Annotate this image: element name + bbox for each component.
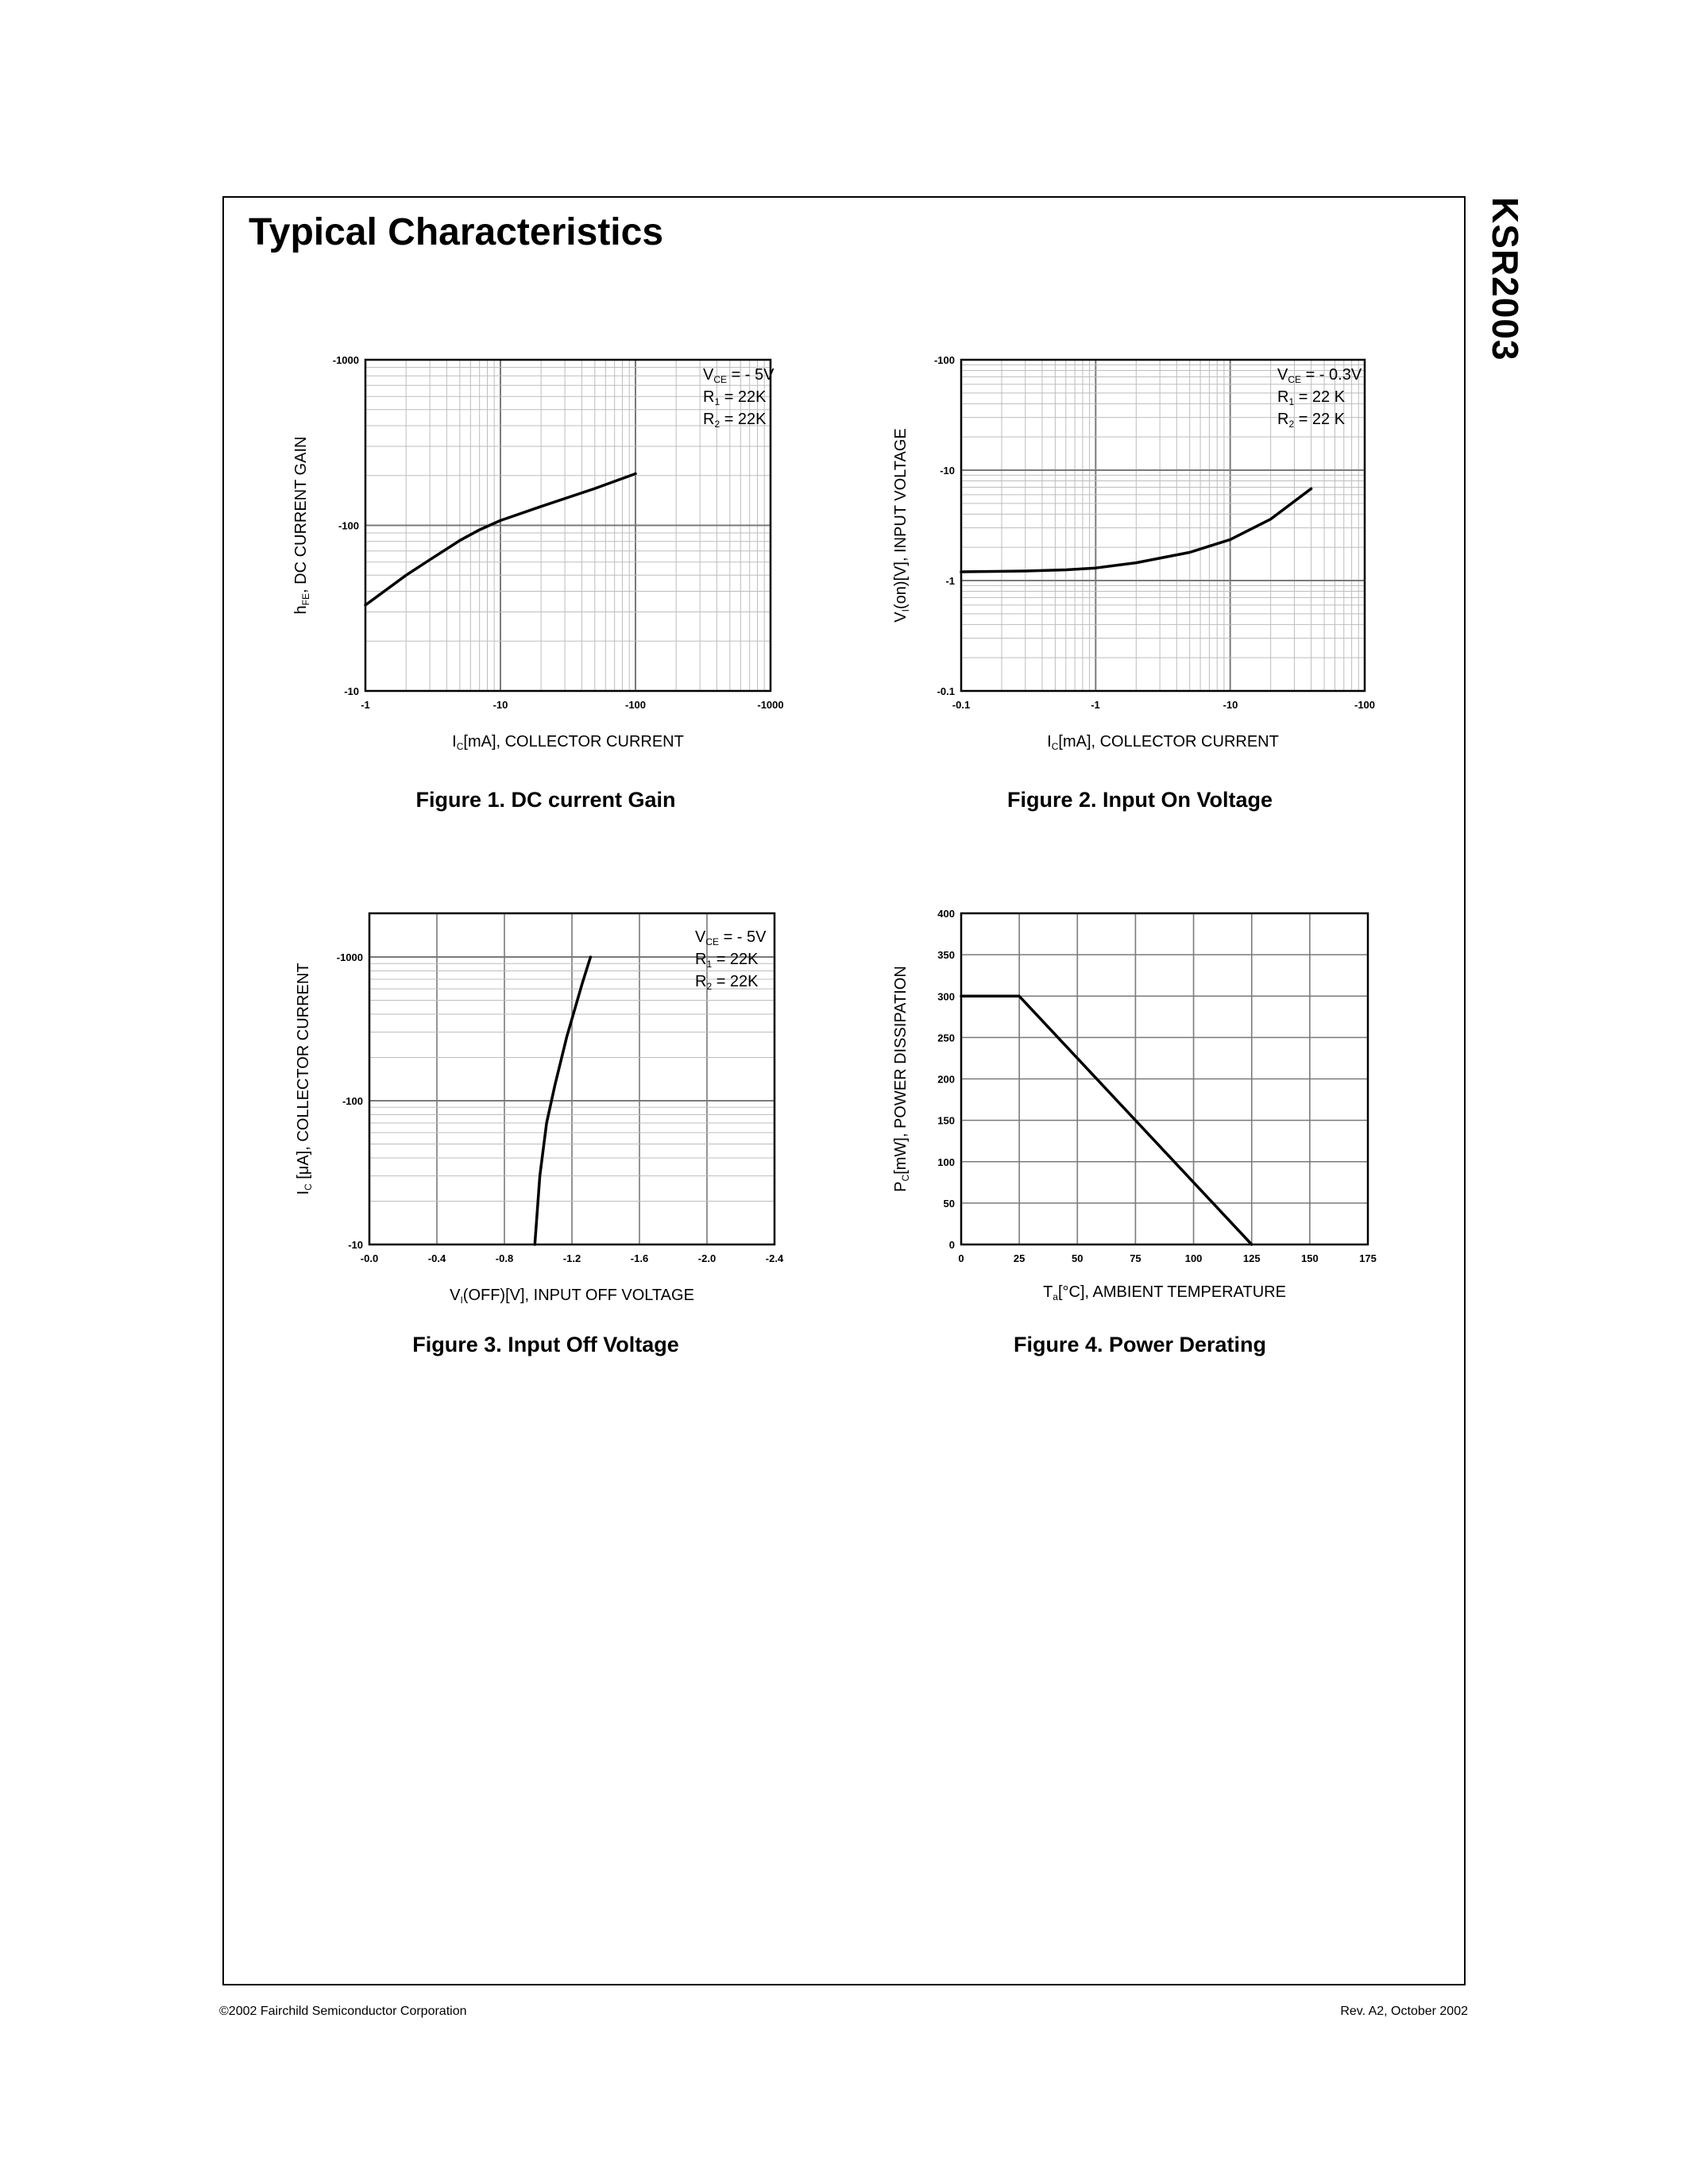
y-tick-label: 50 <box>943 1197 955 1210</box>
x-axis-label: $I_C[mA]$, COLLECTOR CURRENT <box>452 733 684 752</box>
x-tick-label: -0.0 <box>360 1252 379 1264</box>
figure-2-caption: Figure 2. Input On Voltage <box>1006 788 1273 812</box>
x-tick-label: 50 <box>1072 1252 1083 1264</box>
y-tick-label: -10 <box>940 465 955 477</box>
y-tick-label: 300 <box>937 990 955 1003</box>
y-tick-label: -100 <box>933 354 955 366</box>
x-tick-label: 175 <box>1359 1252 1377 1264</box>
y-tick-label: 150 <box>937 1114 955 1127</box>
x-tick-label: -10 <box>492 699 508 711</box>
figure-1-caption: Figure 1. DC current Gain <box>415 788 676 812</box>
figure-4-caption: Figure 4. Power Derating <box>1013 1333 1267 1356</box>
y-tick-label: -10 <box>348 1239 363 1251</box>
legend-entry: $R_1 = 22K$ <box>695 951 759 970</box>
legend-entry: $V_{CE}$ = - 5V <box>695 928 767 947</box>
x-tick-label: -0.1 <box>952 699 971 711</box>
legend-entry: $V_{CE}$ = - 0.3V <box>1277 366 1362 385</box>
legend-entry: $R_1 = 22$ K <box>1277 388 1346 407</box>
x-tick-label: 100 <box>1184 1252 1203 1264</box>
legend-entry: $R_2 = 22$ K <box>1277 411 1346 430</box>
y-axis-label: $h_{FE}$, DC CURRENT GAIN <box>292 436 311 615</box>
page-title: Typical Characteristics <box>249 211 664 253</box>
legend-entry: $R_1 = 22K$ <box>703 388 767 407</box>
x-tick-label: 125 <box>1242 1252 1261 1264</box>
x-tick-label: 25 <box>1013 1252 1026 1264</box>
y-axis-label: $V_I(on)[V]$, INPUT VOLTAGE <box>892 428 911 623</box>
x-axis-label: $I_C[mA]$, COLLECTOR CURRENT <box>1047 733 1279 752</box>
page-frame <box>222 196 1466 1985</box>
footer-revision: Rev. A2, October 2002 <box>1340 2005 1468 2018</box>
x-tick-label: -2.0 <box>697 1252 717 1264</box>
x-tick-label: -0.4 <box>427 1252 446 1264</box>
x-tick-label: -2.4 <box>765 1252 784 1264</box>
y-tick-label: -10 <box>344 685 359 697</box>
legend-entry: $R_2 = 22K$ <box>695 973 759 992</box>
x-tick-label: -100 <box>1354 699 1376 711</box>
x-tick-label: -0.8 <box>495 1252 514 1264</box>
legend-entry: $V_{CE}$ = - 5V <box>703 366 774 385</box>
legend-entry: $R_2 = 22K$ <box>703 411 767 430</box>
y-tick-label: 400 <box>937 908 955 920</box>
x-axis-label: $V_I(OFF)[V]$, INPUT OFF VOLTAGE <box>450 1287 694 1306</box>
y-axis-label: $I_C$ [μA], COLLECTOR CURRENT <box>295 963 314 1195</box>
y-tick-label: -1 <box>945 575 955 587</box>
figure-3-caption: Figure 3. Input Off Voltage <box>412 1333 679 1356</box>
x-tick-label: -1.2 <box>562 1252 581 1264</box>
y-tick-label: 100 <box>937 1156 955 1168</box>
y-tick-label: 250 <box>937 1032 955 1044</box>
y-axis-label: $P_C[mW]$, POWER DISSIPATION <box>892 966 911 1192</box>
x-tick-label: 75 <box>1130 1252 1141 1264</box>
y-tick-label: 200 <box>937 1073 955 1086</box>
x-tick-label: -1 <box>361 699 370 711</box>
x-tick-label: -100 <box>624 699 647 711</box>
x-tick-label: -1 <box>1091 699 1100 711</box>
x-tick-label: -10 <box>1223 699 1238 711</box>
x-tick-label: 0 <box>958 1252 964 1264</box>
y-tick-label: 0 <box>948 1239 955 1251</box>
x-tick-label: 150 <box>1301 1252 1319 1264</box>
x-axis-label: $T_a[^\circ C]$, AMBIENT TEMPERATURE <box>1043 1283 1286 1302</box>
part-number: KSR2003 <box>1485 197 1526 361</box>
footer-copyright: ©2002 Fairchild Semiconductor Corporation <box>219 2005 467 2018</box>
y-tick-label: -0.1 <box>937 685 955 697</box>
y-tick-label: -1000 <box>332 354 359 366</box>
y-tick-label: -100 <box>338 519 359 532</box>
y-tick-label: -1000 <box>336 951 363 963</box>
y-tick-label: 350 <box>937 949 955 962</box>
y-tick-label: -100 <box>342 1095 363 1107</box>
x-tick-label: -1.6 <box>630 1252 649 1264</box>
x-tick-label: -1000 <box>757 699 784 711</box>
